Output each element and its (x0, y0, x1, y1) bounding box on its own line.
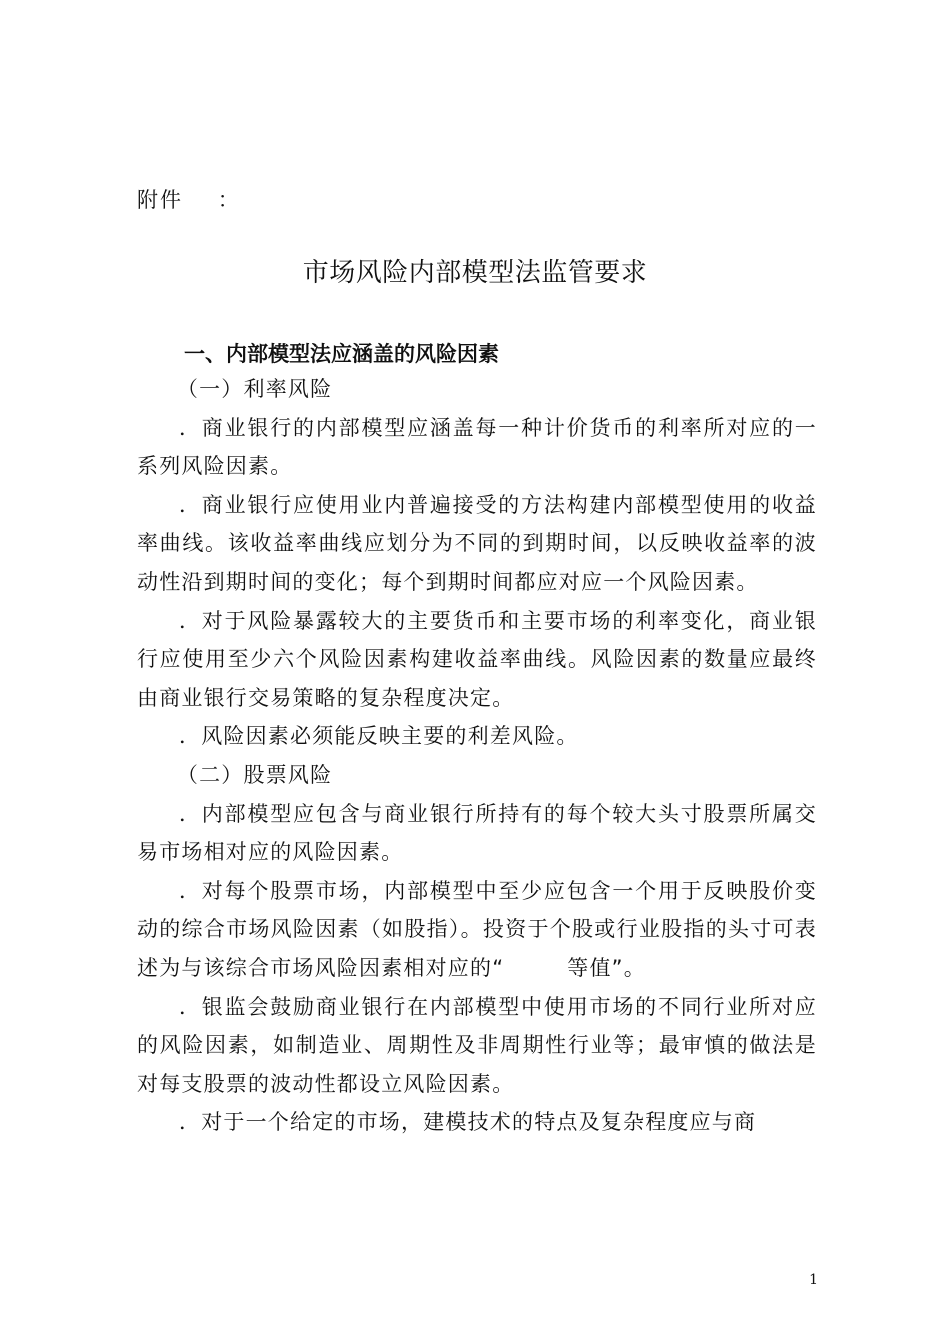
body-text (137, 370, 817, 1142)
paragraph: ．商业银行的内部模型应涵盖每一种计价货币的利率所对应的一系列风险因素。 (137, 415, 817, 479)
paragraph: ．对于一个给定的市场，建模技术的特点及复杂程度应与商 (179, 1110, 757, 1135)
paragraph: ．对于风险暴露较大的主要货币和主要市场的利率变化，商业银行应使用至少六个风险因素构建收益率曲线。风险因素的数量应最终由商业银行交易策略的复杂程度决定。 (137, 608, 817, 710)
section-heading: 一、内部模型法应涵盖的风险因素 (184, 342, 499, 366)
document-title: 市场风险内部模型法监管要求 (302, 258, 648, 288)
paragraph: ．风险因素必须能反映主要的利差风险。 (179, 724, 579, 749)
paragraph: ．对每个股票市场，内部模型中至少应包含一个用于反映股价变动的综合市场风险因素（如股指）。投资于个股或行业股指的头寸可表述为与该综合市场风险因素相对应的“ 等值”。 (137, 878, 817, 980)
subsection-heading-interest-rate: （一）利率风险 (176, 377, 333, 401)
paragraph: ．商业银行应使用业内普遍接受的方法构建内部模型使用的收益率曲线。该收益率曲线应划分为不同的到期时间，以反映收益率的波动性沿到期时间的变化；每个到期时间都应对应一个风险因素。 (137, 492, 817, 594)
paragraph: ．内部模型应包含与商业银行所持有的每个较大头寸股票所属交易市场相对应的风险因素。 (137, 801, 817, 865)
paragraph: ．银监会鼓励商业银行在内部模型中使用市场的不同行业所对应的风险因素，如制造业、周期性及非周期性行业等；最审慎的做法是对每支股票的波动性都设立风险因素。 (137, 994, 817, 1096)
page-number: 1 (809, 1272, 818, 1288)
attachment-label: 附件 ： (137, 188, 241, 212)
subsection-heading-equity: （二）股票风险 (176, 762, 333, 787)
